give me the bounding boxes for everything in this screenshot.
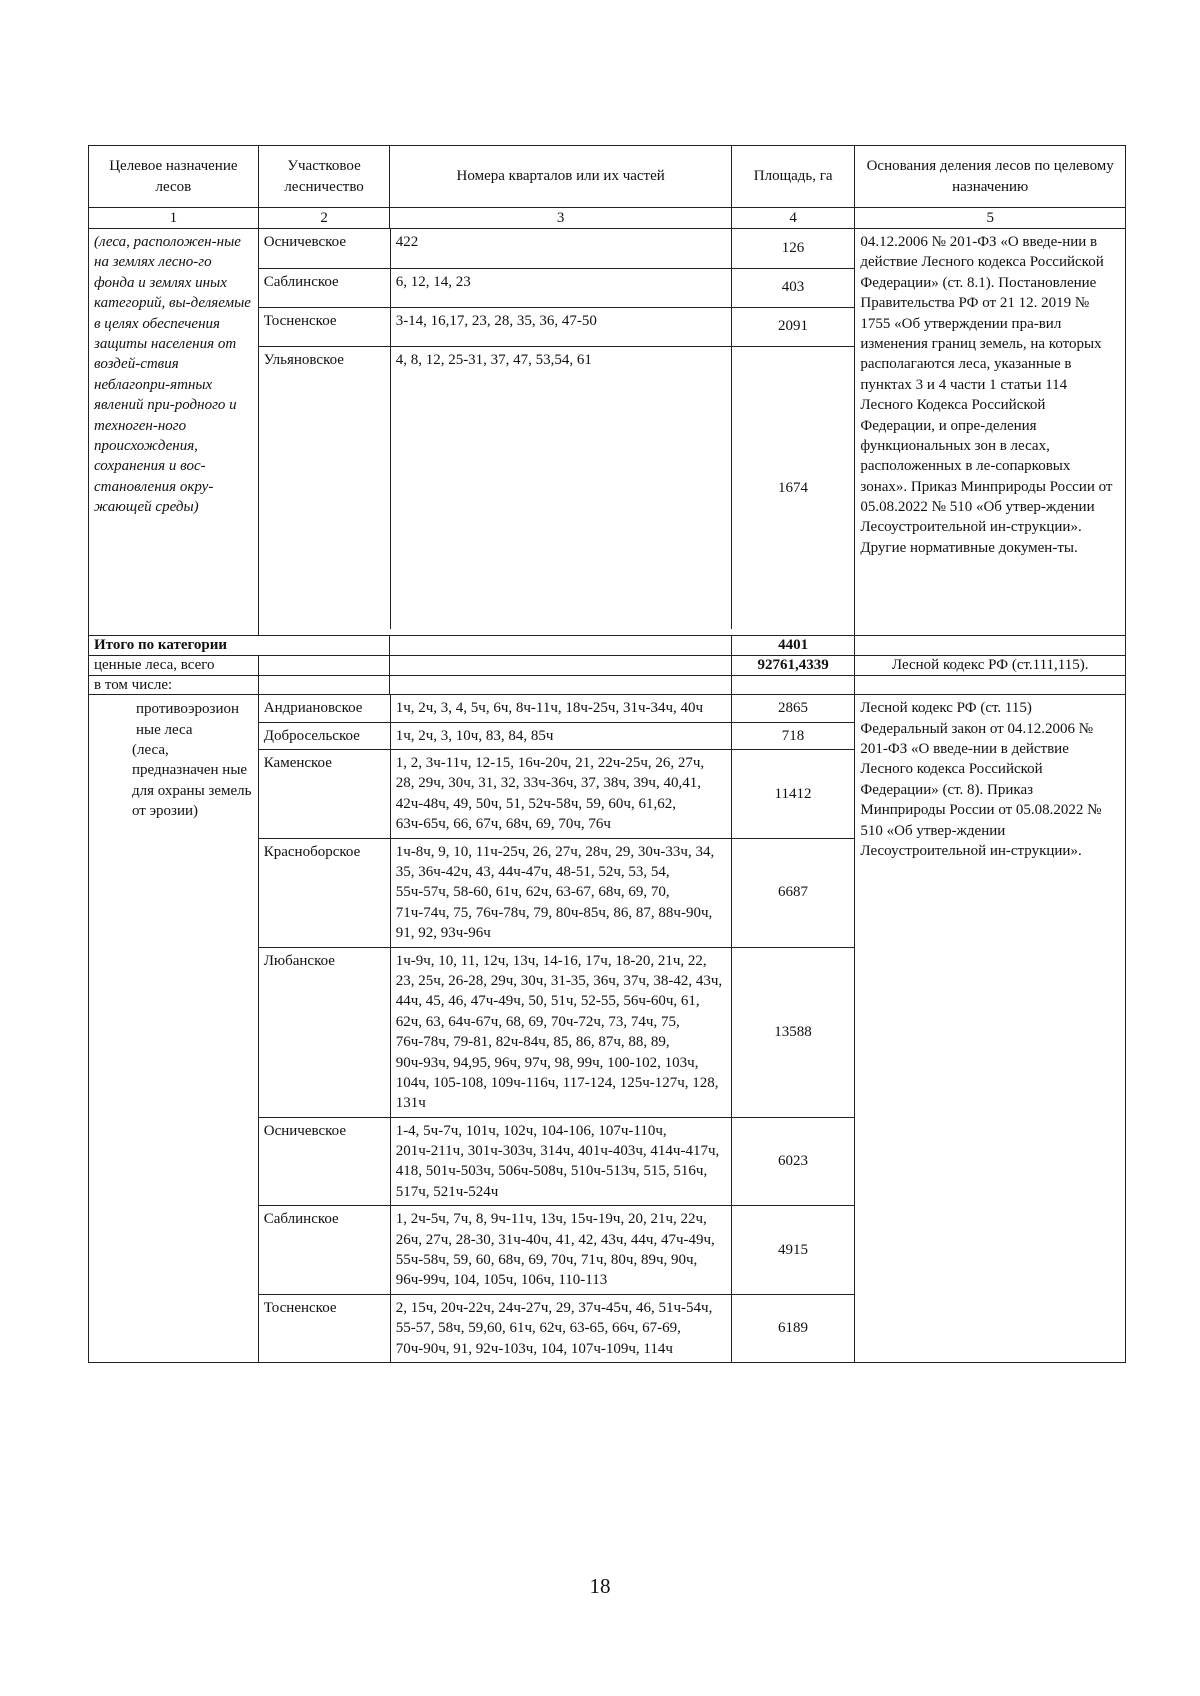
area-value: 6023 (731, 1117, 854, 1206)
table-row (259, 307, 855, 346)
table-row (89, 695, 1126, 1363)
area-value: 4915 (731, 1206, 854, 1295)
basis-text: 04.12.2006 № 201-ФЗ «О введе-нии в действие Лесного кодекса Российской Федерации» (ст. 8.1). Постановление Правительства РФ от 21 12. 2019 № 1755 «Об утверждении пра-вил изменения границ земель, на которых располагаются леса, указанные в пунктах 3 и 4 части 1 статьи 114 Лесного Кодекса Российской Федерации, и опре-деления функциональных зон в лесах, расположенных в ле-сопарковых зонах». Приказ Минприроды России от 05.08.2022 № 510 «Об утвер-ждении Лесоустроительной ин-струкции». Другие нормативные докумен-ты. (855, 229, 1126, 636)
quarter-numbers: 1ч-9ч, 10, 11, 12ч, 13ч, 14-16, 17ч, 18-20, 21ч, 22, 23, 25ч, 26-28, 29ч, 30ч, 31-35, 36ч, 37ч, 38-42, 43ч, 44ч, 45, 46, 47ч-49ч, 50, 51ч, 52-55, 56ч-60ч, 61, 62ч, 63, 64ч-67ч, 68, 69, 70ч-72ч, 73, 74ч, 75, 76ч-78ч, 79-81, 82ч-84ч, 85, 86, 87ч, 88, 89, 90ч-93ч, 94,95, 96ч, 97ч, 98, 99ч, 100-102, 103ч, 104ч, 105-108, 109ч-116ч, 117-124, 125ч-127ч, 128, 131ч (390, 947, 731, 1117)
quarter-numbers: 1-4, 5ч-7ч, 101ч, 102ч, 104-106, 107ч-110ч, 201ч-211ч, 301ч-303ч, 314ч, 401ч-403ч, 414ч-417ч, 418, 501ч-503ч, 506ч-508ч, 510ч-513ч, 515, 516ч, 517ч, 521ч-524ч (390, 1117, 731, 1206)
purpose-description: (леса, предназначен ные для охраны земель от эрозии) (132, 742, 252, 820)
area-value: 6189 (731, 1294, 854, 1362)
basis-text: Лесной кодекс РФ (ст. 115) Федеральный закон от 04.12.2006 № 201-ФЗ «О введе-нии в действие Лесного кодекса Российской Федерации» (ст. 8). Приказ Минприроды России от 05.08.2022 № 510 «Об утвер-ждении Лесоустроительной ин-струкции». (855, 695, 1126, 1363)
header-area: Площадь, га (731, 146, 854, 208)
valuable-area: 92761,4339 (731, 655, 854, 675)
forestry-name: Андриановское (259, 695, 390, 722)
table-row (259, 1117, 855, 1206)
header-basis: Основания деления лесов по целевому назначению (855, 146, 1126, 208)
table-row (259, 229, 855, 268)
area-value: 11412 (731, 750, 854, 839)
quarter-numbers: 6, 12, 14, 23 (390, 268, 731, 307)
quarter-numbers: 4, 8, 12, 25-31, 37, 47, 53,54, 61 (390, 346, 731, 629)
including-label: в том числе: (89, 675, 259, 695)
table-row (259, 838, 855, 947)
quarter-numbers: 1ч-8ч, 9, 10, 11ч-25ч, 26, 27ч, 28ч, 29, 30ч-33ч, 34, 35, 36ч-42ч, 43, 44ч-47ч, 48-51, 52ч, 53, 54, 55ч-57ч, 58-60, 61ч, 62ч, 63-67, 68ч, 69, 70, 71ч-74ч, 75, 76ч-78ч, 79, 80ч-85ч, 86, 87, 88ч-90ч, 91, 92, 93ч-96ч (390, 838, 731, 947)
column-number: 1 (89, 208, 259, 229)
quarter-numbers: 1ч, 2ч, 3, 4, 5ч, 6ч, 8ч-11ч, 18ч-25ч, 31ч-34ч, 40ч (390, 695, 731, 722)
empty-cell (258, 675, 390, 695)
area-value: 126 (731, 229, 854, 268)
forestry-name: Осничевское (259, 1117, 390, 1206)
empty-cell (258, 655, 390, 675)
column-number: 2 (258, 208, 390, 229)
table-row (259, 947, 855, 1117)
column-number: 5 (855, 208, 1126, 229)
table-row (259, 268, 855, 307)
empty-cell (855, 675, 1126, 695)
area-value: 403 (731, 268, 854, 307)
total-area: 4401 (731, 636, 854, 656)
table-row (259, 1206, 855, 1295)
valuable-forests-row (89, 655, 1126, 675)
valuable-basis: Лесной кодекс РФ (ст.111,115). (855, 655, 1126, 675)
table-header-row (89, 146, 1126, 208)
table-row (259, 346, 855, 629)
empty-cell (855, 636, 1126, 656)
area-value: 2865 (731, 695, 854, 722)
empty-cell (390, 675, 732, 695)
forestry-name: Каменское (259, 750, 390, 839)
table-row (259, 750, 855, 839)
quarter-numbers: 1, 2ч-5ч, 7ч, 8, 9ч-11ч, 13ч, 15ч-19ч, 20, 21ч, 22ч, 26ч, 27ч, 28-30, 31ч-40ч, 41, 42, 43ч, 44ч, 47ч-49ч, 55ч-58ч, 59, 60, 68ч, 69, 70ч, 71ч, 80ч, 89ч, 90ч, 96ч-99ч, 104, 105ч, 106ч, 110-113 (390, 1206, 731, 1295)
total-label: Итого по категории (89, 636, 390, 656)
empty-cell (390, 636, 732, 656)
column-number: 3 (390, 208, 732, 229)
forestry-name: Красноборское (259, 838, 390, 947)
purpose-description: (леса, расположен-ные на землях лесно-го фонда и землях иных категорий, вы-деляемые в целях обеспечения защиты населения от воздей-ствия неблагопри-ятных явлений при-родного и техноген-ного происхождения, сохранения и вос-становления окру-жающей среды) (89, 229, 259, 636)
forestry-name: Тосненское (259, 307, 390, 346)
quarter-numbers: 2, 15ч, 20ч-22ч, 24ч-27ч, 29, 37ч-45ч, 46, 51ч-54ч, 55-57, 58ч, 59,60, 61ч, 62ч, 63-65, 66ч, 67-69, 70ч-90ч, 91, 92ч-103ч, 104, 107ч-109ч, 114ч (390, 1294, 731, 1362)
forestry-name: Саблинское (259, 1206, 390, 1295)
forestry-name: Добросельское (259, 722, 390, 749)
forestry-name: Любанское (259, 947, 390, 1117)
quarter-numbers: 1ч, 2ч, 3, 10ч, 83, 84, 85ч (390, 722, 731, 749)
purpose-cell (89, 695, 259, 1363)
area-value: 718 (731, 722, 854, 749)
header-quarters: Номера кварталов или их частей (390, 146, 732, 208)
forestry-name: Тосненское (259, 1294, 390, 1362)
purpose-title: противоэрозион ные леса (136, 701, 239, 738)
empty-cell (390, 655, 732, 675)
area-value: 1674 (731, 346, 854, 629)
section2-subtable (258, 695, 855, 1363)
empty-cell (731, 675, 854, 695)
column-numbers-row (89, 208, 1126, 229)
forestry-name: Ульяновское (259, 346, 390, 629)
table-row (259, 1294, 855, 1362)
header-purpose: Целевое назначение лесов (89, 146, 259, 208)
valuable-label: ценные леса, всего (89, 655, 259, 675)
quarter-numbers: 422 (390, 229, 731, 268)
forestry-name: Осничевское (259, 229, 390, 268)
total-row (89, 636, 1126, 656)
section1-subtable (258, 229, 855, 636)
quarter-numbers: 1, 2, 3ч-11ч, 12-15, 16ч-20ч, 21, 22ч-25ч, 26, 27ч, 28, 29ч, 30ч, 31, 32, 33ч-36ч, 37, 38ч, 39ч, 40,41, 42ч-48ч, 49, 50ч, 51, 52ч-58ч, 59, 60ч, 61,62, 63ч-65ч, 66, 67ч, 68ч, 69, 70ч, 76ч (390, 750, 731, 839)
page-number: 18 (589, 1574, 611, 1598)
quarter-numbers: 3-14, 16,17, 23, 28, 35, 36, 47-50 (390, 307, 731, 346)
table-row (259, 695, 855, 722)
area-value: 6687 (731, 838, 854, 947)
area-value: 13588 (731, 947, 854, 1117)
header-forestry: Участковое лесничество (258, 146, 390, 208)
table-row (259, 722, 855, 749)
including-row (89, 675, 1126, 695)
area-value: 2091 (731, 307, 854, 346)
forestry-name: Саблинское (259, 268, 390, 307)
forest-purpose-table (88, 145, 1126, 1363)
table-row (89, 229, 1126, 636)
column-number: 4 (731, 208, 854, 229)
